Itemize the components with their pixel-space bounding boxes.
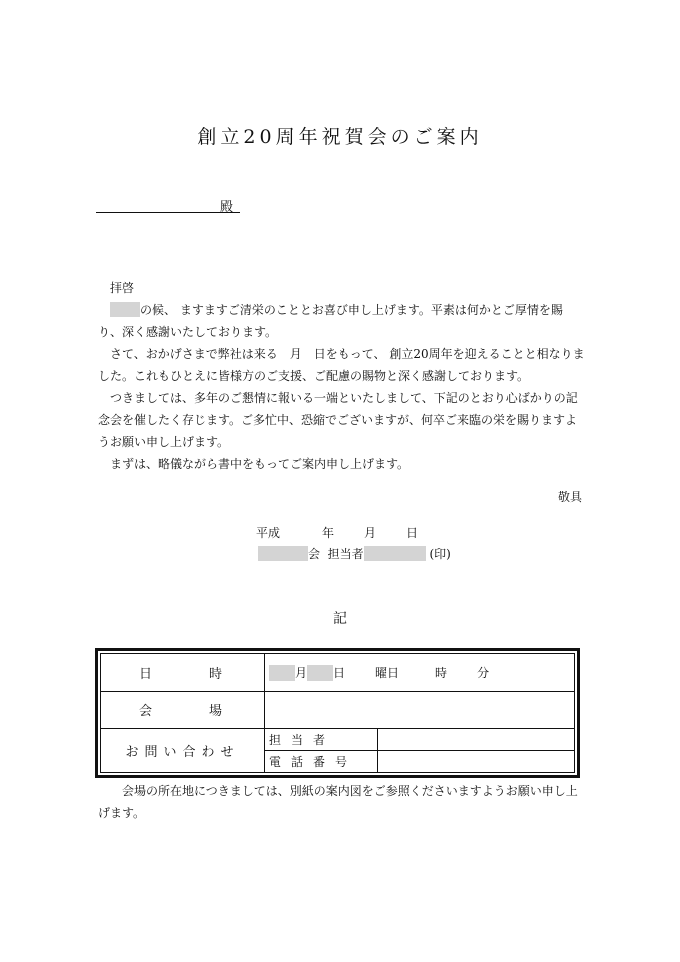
- inquiry-label: お問い合わせ: [101, 728, 265, 772]
- organizer-line: [258, 545, 451, 562]
- phone-value: [378, 750, 575, 772]
- table-row-inquiry-person: [101, 728, 575, 750]
- month-blank: [269, 665, 295, 681]
- season-blank: [110, 302, 140, 317]
- paragraph-anniversary: さて、おかげさまで弊社は来る 月 日をもって、 創立20周年を迎えることと相なりました。これもひとえに皆様方のご支援、ご配慮の賜物と深く感謝しております。: [98, 347, 585, 383]
- table-row-datetime: [101, 654, 575, 692]
- day-blank: [307, 665, 333, 681]
- closing-word: 敬具: [557, 490, 582, 504]
- paragraph-seasonal-greeting: [98, 299, 586, 343]
- organizer-person-blank: [364, 546, 426, 561]
- venue-label: 会 場: [101, 692, 265, 728]
- date-month: 月: [364, 526, 377, 540]
- addressee-blank-line: [96, 212, 240, 213]
- date-era: 平成: [256, 526, 281, 540]
- paragraph-closing-remark: まずは、略儀ながら書中をもってご案内申し上げます。: [110, 457, 410, 471]
- weekday-unit: 曜日: [375, 666, 400, 681]
- minute-unit: 分: [477, 666, 490, 681]
- ki-heading: 記: [333, 611, 347, 627]
- organizer-kai: 会: [308, 547, 321, 561]
- organizer-person-label: 担当者: [327, 547, 364, 561]
- day-unit: 日: [333, 666, 346, 681]
- person-value: [378, 728, 575, 750]
- date-line: [256, 524, 418, 541]
- month-unit: 月: [295, 666, 308, 681]
- datetime-label: 日 時: [101, 654, 265, 692]
- date-year: 年: [322, 526, 335, 540]
- phone-label: 電話番号: [265, 750, 378, 772]
- person-label: 担当者: [265, 728, 378, 750]
- datetime-value: [265, 654, 575, 692]
- seal-mark: (印): [429, 547, 451, 561]
- addressee-honorific: 殿: [220, 200, 234, 215]
- venue-map-note: 会場の所在地につきましては、別紙の案内図をご参照くださいますようお願い申し上げます。: [98, 784, 578, 820]
- organizer-name-blank: [258, 546, 308, 561]
- paragraph-1-text: の候、 ますますご清栄のこととお喜び申し上げます。平素は何かとご厚情を賜り、深く感謝いたしております。: [98, 303, 563, 339]
- document-title: 創立20周年祝賀会のご案内: [197, 126, 483, 148]
- table-row-venue: [101, 692, 575, 728]
- date-day: 日: [406, 526, 419, 540]
- hour-unit: 時: [435, 666, 448, 681]
- opening-greeting: 拝啓: [110, 281, 135, 295]
- paragraph-invitation: つきましては、多年のご懇情に報いる一端といたしまして、下記のとおり心ばかりの記念会を催したく存じます。ご多忙中、恐縮でございますが、何卒ご来臨の栄を賜りますようお願い申し上げます。: [98, 391, 578, 449]
- venue-value: [265, 692, 575, 728]
- event-details-table: [95, 648, 580, 778]
